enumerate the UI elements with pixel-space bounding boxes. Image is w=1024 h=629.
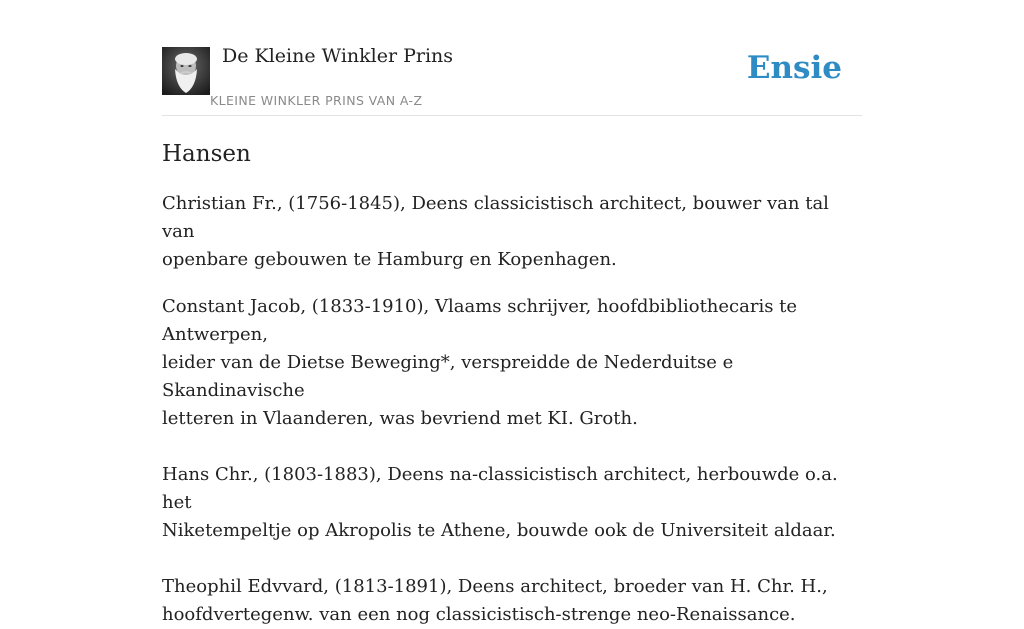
- entry-title: Hansen: [162, 141, 251, 167]
- brand-logo[interactable]: Ensie: [746, 50, 842, 86]
- bearded-man-portrait-icon: [162, 47, 210, 95]
- header: [162, 0, 862, 116]
- book-title[interactable]: De Kleine Winkler Prins: [222, 45, 454, 67]
- entry-paragraph: Christian Fr., (1756-1845), Deens classicistisch architect, bouwer van tal van openbare gebouwen te Hamburg en Kopenhagen.: [162, 193, 829, 270]
- book-subtitle[interactable]: KLEINE WINKLER PRINS VAN A-Z: [210, 93, 423, 108]
- entry-content: [162, 138, 862, 629]
- book-avatar[interactable]: [162, 47, 210, 95]
- entry-paragraph: Constant Jacob, (1833-1910), Vlaams schrijver, hoofdbibliothecaris te Antwerpen, leider van de Dietse Beweging*, verspreidde de Nederduitse e Skandinavische letteren in Vlaanderen, was bevriend met KI. Groth. Hans Chr., (1803-1883), Deens na-classicistisch architect, herbouwde o.a. het Niketempeltje op Akropolis te Athene, bouwde ook de Universiteit aldaar. Theophil Edvvard, (1813-1891), Deens architect, broeder van H. Chr. H., hoofdvertegenw. van een nog classicistisch-strenge neo-Renaissance.: [162, 296, 838, 625]
